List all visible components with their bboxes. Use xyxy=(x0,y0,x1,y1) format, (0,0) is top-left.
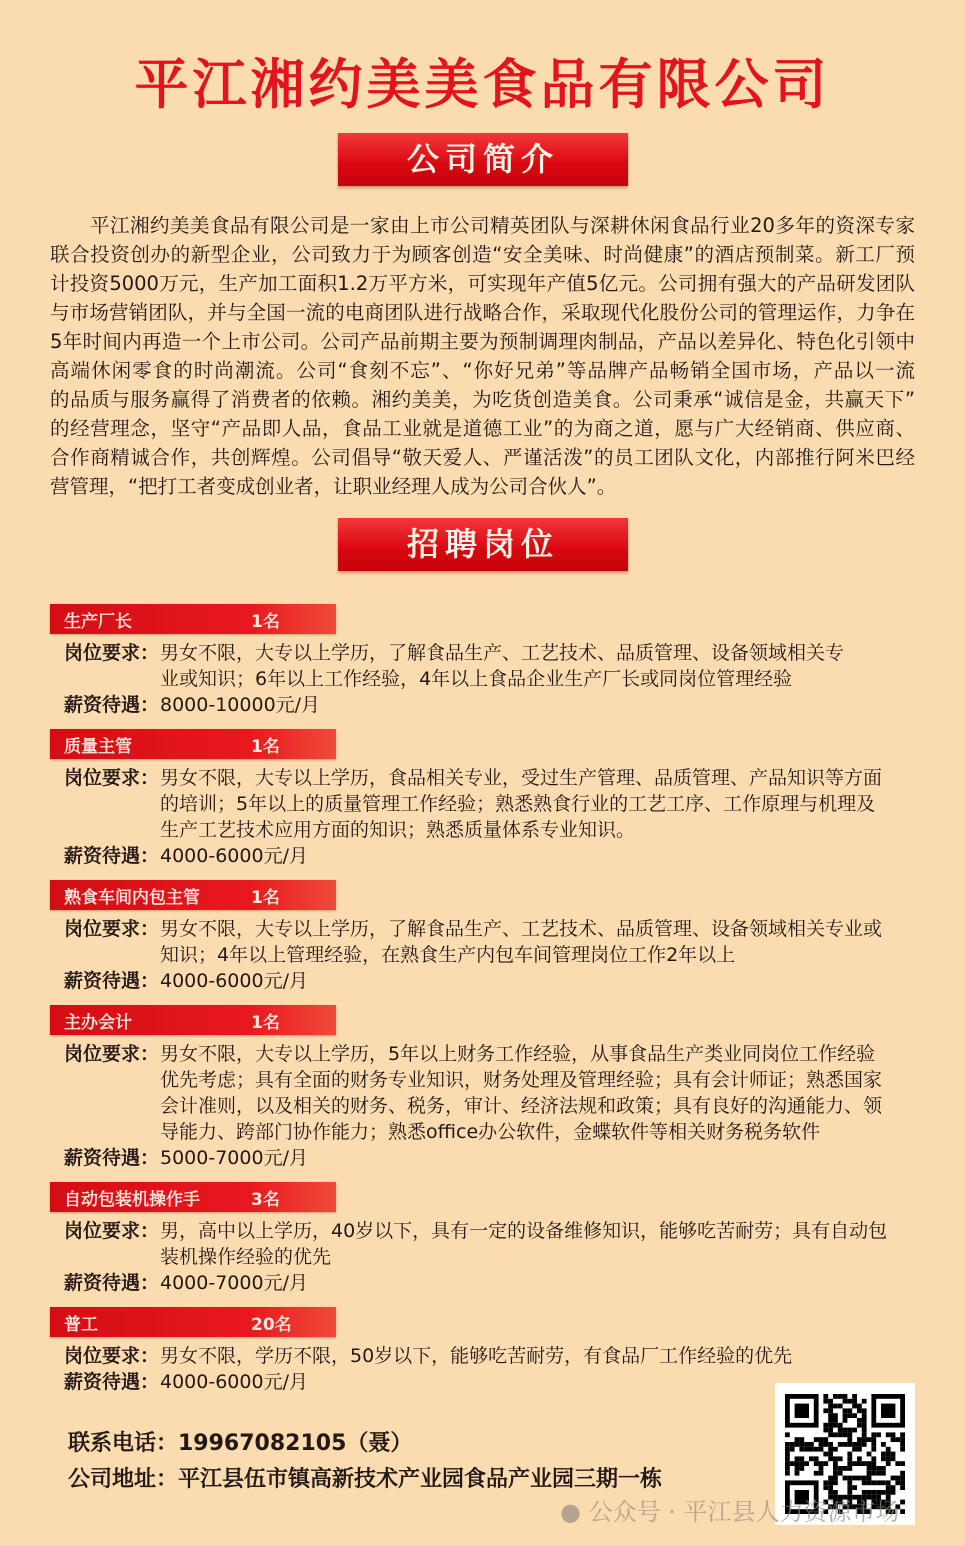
requirement-label: 岗位要求： xyxy=(64,642,160,664)
job-header xyxy=(50,729,336,759)
requirement-line: 生产工艺技术应用方面的知识；熟悉质量体系专业知识。 xyxy=(160,819,636,841)
intro-line: 5年时间内再造一个上市公司。公司产品前期主要为预制调理肉制品，产品以差异化、特色化引领中 xyxy=(50,330,915,353)
job-header xyxy=(50,604,336,634)
requirement-line: 的培训；5年以上的质量管理工作经验；熟悉熟食行业的工艺工序、工作原理与机理及 xyxy=(160,793,876,815)
requirement-line: 男，高中以上学历，40岁以下，具有一定的设备维修知识，能够吃苦耐劳；具有自动包 xyxy=(160,1220,888,1242)
requirement-label: 岗位要求： xyxy=(64,1345,160,1367)
job-posting xyxy=(50,729,930,869)
requirement-line: 知识；4年以上管理经验，在熟食生产内包车间管理岗位工作2年以上 xyxy=(160,944,736,966)
salary-label: 薪资待遇： xyxy=(64,1147,160,1169)
job-posting xyxy=(50,1005,930,1171)
job-title: 主办会计 xyxy=(64,1012,132,1033)
requirement-line: 男女不限，大专以上学历，了解食品生产、工艺技术、品质管理、设备领域相关专业或 xyxy=(160,918,883,940)
job-list xyxy=(50,604,930,1406)
company-intro xyxy=(50,211,915,501)
salary-label: 薪资待遇： xyxy=(64,970,160,992)
job-posting xyxy=(50,604,930,718)
wechat-icon: ● xyxy=(560,1498,581,1526)
salary-label: 薪资待遇： xyxy=(64,694,160,716)
salary-value: 4000-6000元/月 xyxy=(160,1371,308,1393)
requirement-line: 优先考虑；具有全面的财务专业知识，财务处理及管理经验；具有会计师证；熟悉国家 xyxy=(160,1069,883,1091)
intro-line: 的品质与服务赢得了消费者的依赖。湘约美美，为吃货创造美食。公司秉承“诚信是金，共赢天下” xyxy=(50,388,915,411)
intro-line: 计投资5000万元，生产加工面积1.2万平方米，可实现年产值5亿元。公司拥有强大的产品研发团队 xyxy=(50,272,915,295)
job-title: 生产厂长 xyxy=(64,611,132,632)
requirement-line: 会计准则，以及相关的财务、税务，审计、经济法规和政策；具有良好的沟通能力、领 xyxy=(160,1095,883,1117)
job-title: 质量主管 xyxy=(64,736,132,757)
job-count: 1名 xyxy=(251,1012,280,1033)
job-title: 熟食车间内包主管 xyxy=(64,887,200,908)
job-count: 1名 xyxy=(251,736,280,757)
requirement-label: 岗位要求： xyxy=(64,918,160,940)
contact-phone: 联系电话：19967082105（聂） xyxy=(68,1431,413,1456)
salary-value: 4000-6000元/月 xyxy=(160,970,308,992)
salary-label: 薪资待遇： xyxy=(64,1272,160,1294)
job-header xyxy=(50,1307,336,1337)
requirement-line: 男女不限，大专以上学历，了解食品生产、工艺技术、品质管理、设备领域相关专 xyxy=(160,642,845,664)
salary-label: 薪资待遇： xyxy=(64,1371,160,1393)
job-count: 1名 xyxy=(251,611,280,632)
intro-line: 与市场营销团队，并与全国一流的电商团队进行战略合作，采取现代化股份公司的管理运作，力争在 xyxy=(50,301,915,324)
intro-line: 合作商精诚合作，共创辉煌。公司倡导“敬天爱人、严谨活泼”的员工团队文化，内部推行阿米巴经 xyxy=(50,446,915,469)
jobs-banner: 招聘岗位 xyxy=(338,518,628,571)
watermark: ● 公众号 · 平江县人力资源市场 xyxy=(560,1498,900,1526)
requirement-label: 岗位要求： xyxy=(64,1043,160,1065)
intro-line: 联合投资创办的新型企业，公司致力于为顾客创造“安全美味、时尚健康”的酒店预制菜。新工厂预 xyxy=(50,243,915,266)
job-header xyxy=(50,880,336,910)
job-header xyxy=(50,1182,336,1212)
job-count: 3名 xyxy=(251,1189,280,1210)
intro-line: 的经营理念，坚守“产品即人品，食品工业就是道德工业”的为商之道，愿与广大经销商、供应商、 xyxy=(50,417,915,440)
requirement-label: 岗位要求： xyxy=(64,767,160,789)
requirement-line: 男女不限，大专以上学历，5年以上财务工作经验，从事食品生产类业同岗位工作经验 xyxy=(160,1043,876,1065)
job-posting xyxy=(50,1182,930,1296)
job-count: 1名 xyxy=(251,887,280,908)
job-posting xyxy=(50,880,930,994)
job-title: 自动包装机操作手 xyxy=(64,1189,200,1210)
requirement-line: 业或知识；6年以上工作经验，4年以上食品企业生产厂长或同岗位管理经验 xyxy=(160,668,793,690)
intro-line: 高端休闲零食的时尚潮流。公司“食刻不忘”、“你好兄弟”等品牌产品畅销全国市场，产品以一流 xyxy=(50,359,915,382)
salary-value: 4000-6000元/月 xyxy=(160,845,308,867)
requirement-line: 导能力、跨部门协作能力；熟悉office办公软件，金蝶软件等相关财务税务软件 xyxy=(160,1121,821,1143)
salary-value: 4000-7000元/月 xyxy=(160,1272,308,1294)
intro-line: 平江湘约美美食品有限公司是一家由上市公司精英团队与深耕休闲食品行业20多年的资深专家 xyxy=(90,214,915,237)
requirement-label: 岗位要求： xyxy=(64,1220,160,1242)
job-count: 20名 xyxy=(251,1314,292,1335)
requirement-line: 男女不限，学历不限，50岁以下，能够吃苦耐劳，有食品厂工作经验的优先 xyxy=(160,1345,793,1367)
salary-value: 5000-7000元/月 xyxy=(160,1147,308,1169)
intro-line: 营管理，“把打工者变成创业者，让职业经理人成为公司合伙人”。 xyxy=(50,475,617,498)
company-title: 平江湘约美美食品有限公司 xyxy=(134,53,831,116)
job-title: 普工 xyxy=(64,1314,98,1335)
job-posting xyxy=(50,1307,930,1395)
intro-banner: 公司简介 xyxy=(338,133,628,186)
requirement-line: 男女不限，大专以上学历，食品相关专业，受过生产管理、品质管理、产品知识等方面 xyxy=(160,767,883,789)
salary-label: 薪资待遇： xyxy=(64,845,160,867)
salary-value: 8000-10000元/月 xyxy=(160,694,321,716)
requirement-line: 装机操作经验的优先 xyxy=(160,1246,332,1268)
job-header xyxy=(50,1005,336,1035)
company-address: 公司地址：平江县伍市镇高新技术产业园食品产业园三期一栋 xyxy=(68,1467,663,1492)
